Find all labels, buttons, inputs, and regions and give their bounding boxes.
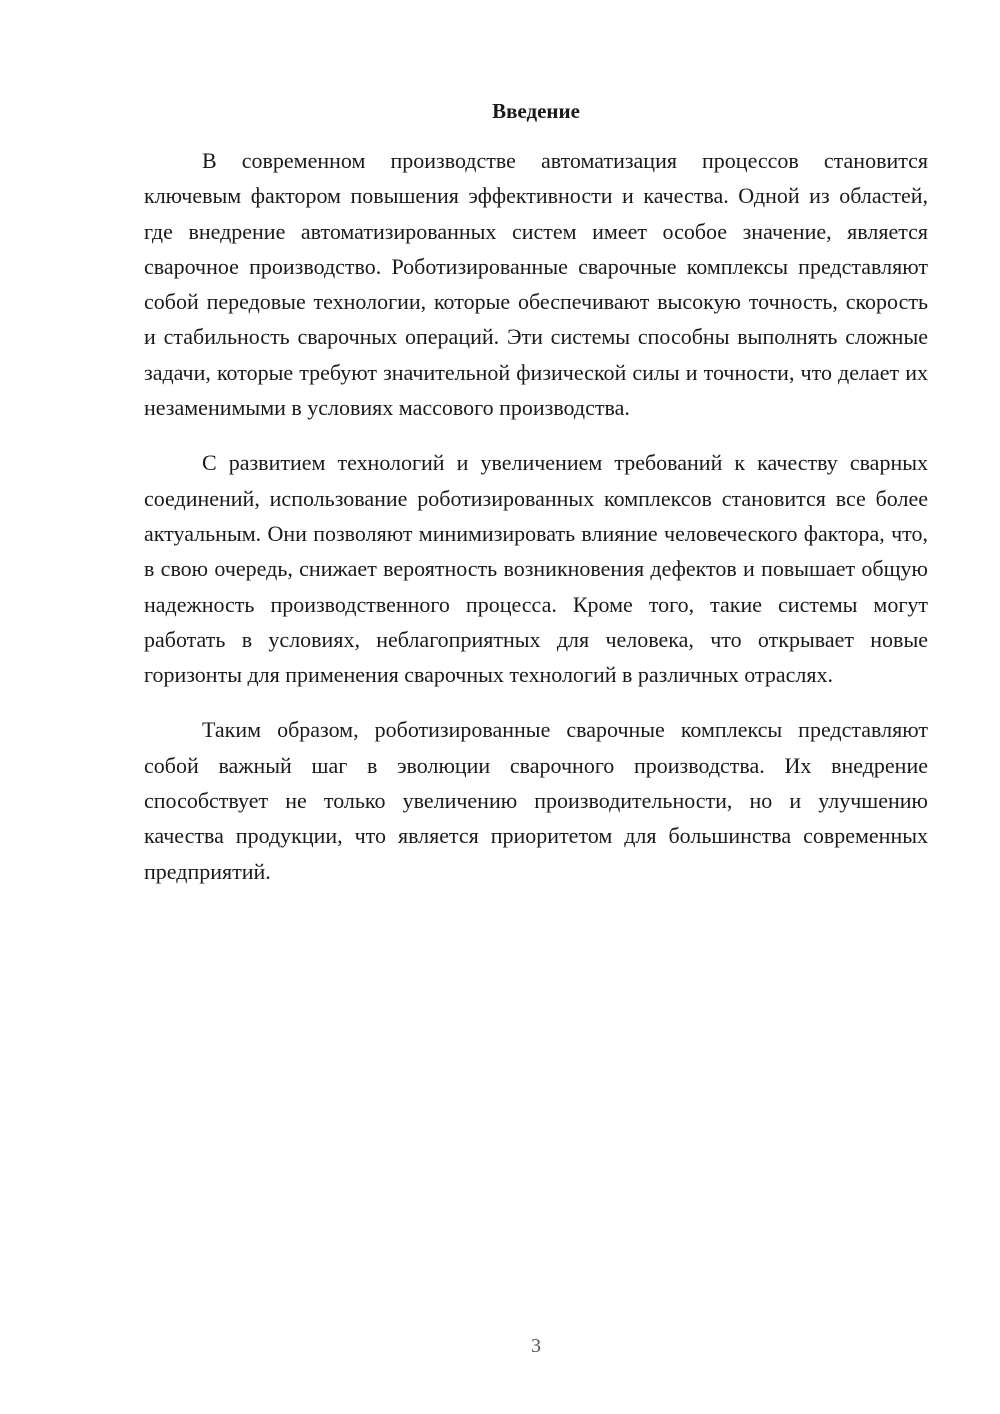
page-number: 3 xyxy=(531,1335,541,1357)
page-title: Введение xyxy=(492,99,580,123)
document-body xyxy=(144,143,928,909)
paragraph-2: С развитием технологий и увеличением требований к качеству сварных соединений, использование роботизированных комплексов становится все более актуальным. Они позволяют минимизировать влияние человеческого фактора, что, в свою очередь, снижает вероятность возникновения дефектов и повышает общую надежность производственного процесса. Кроме того, такие системы могут работать в условиях, неблагоприятных для человека, что открывает новые горизонты для применения сварочных технологий в различных отраслях. xyxy=(144,450,928,688)
paragraph-1: В современном производстве автоматизация процессов становится ключевым фактором повышения эффективности и качества. Одной из областей, где внедрение автоматизированных систем имеет особое значение, является сварочное производство. Роботизированные сварочные комплексы представляют собой передовые технологии, которые обеспечивают высокую точность, скорость и стабильность сварочных операций. Эти системы способны выполнять сложные задачи, которые требуют значительной физической силы и точности, что делает их незаменимыми в условиях массового производства. xyxy=(144,148,928,421)
paragraph-3: Таким образом, роботизированные сварочные комплексы представляют собой важный шаг в эволюции сварочного производства. Их внедрение способствует не только увеличению производительности, но и улучшению качества продукции, что является приоритетом для большинства современных предприятий. xyxy=(144,717,928,884)
